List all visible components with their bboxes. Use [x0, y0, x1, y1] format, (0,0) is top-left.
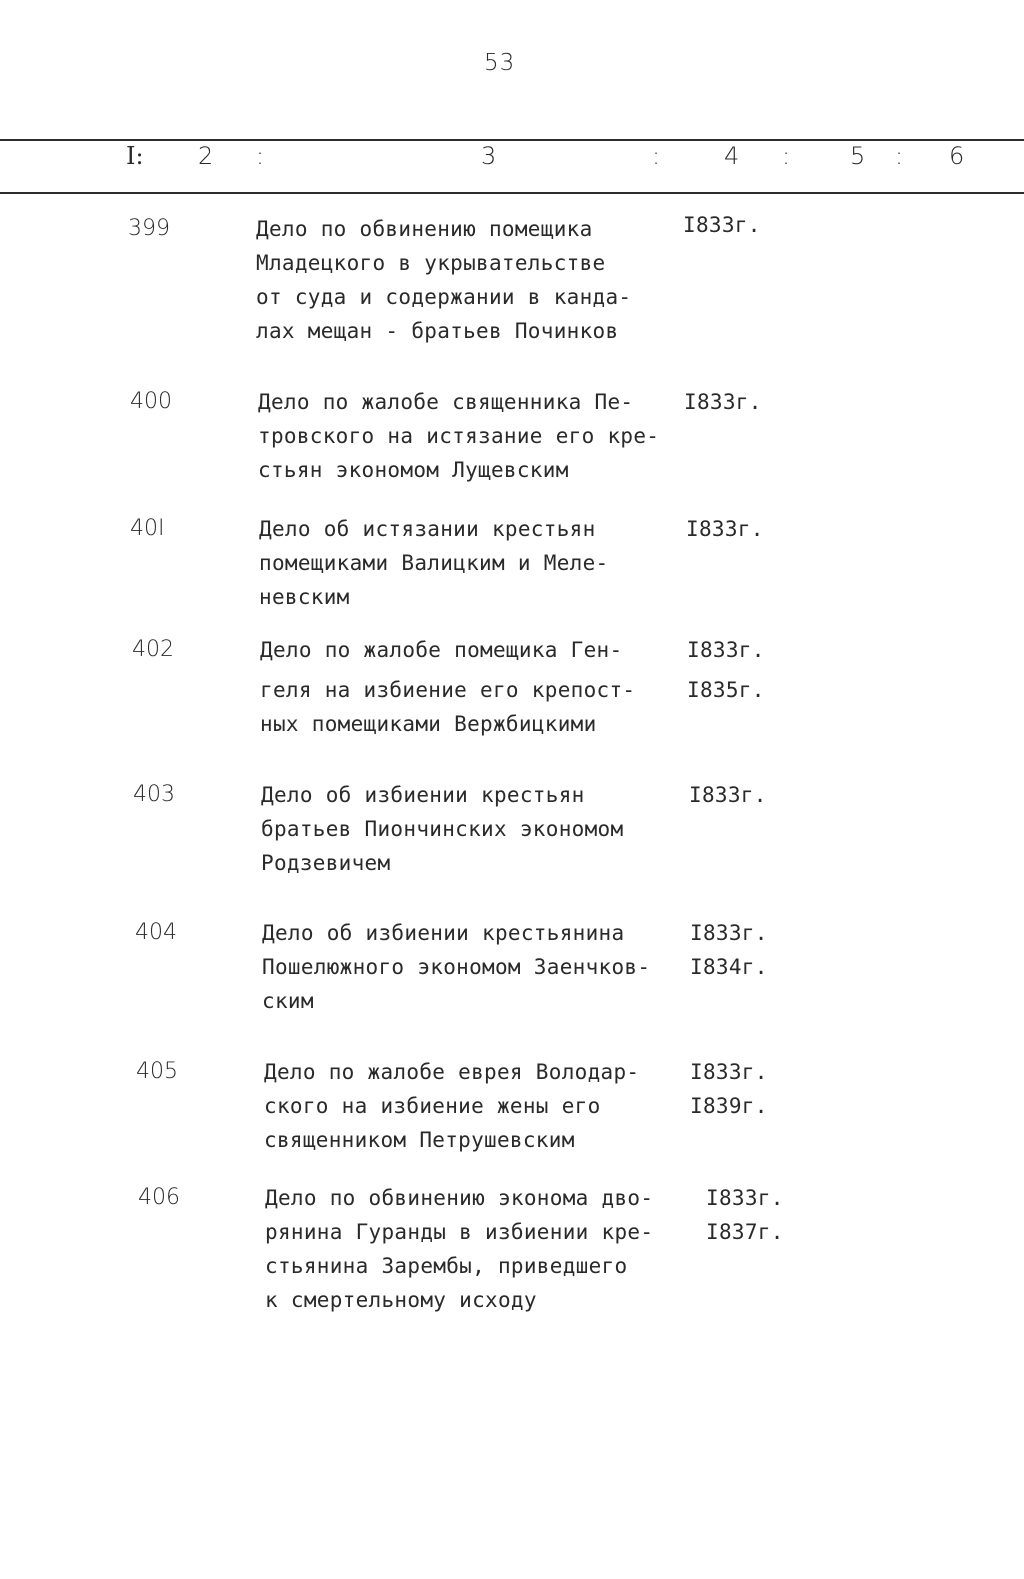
row-date: I834г.	[690, 955, 768, 979]
header-separator-3: :	[782, 142, 791, 170]
row-date: I833г.	[684, 390, 762, 414]
header-col-5: 5	[850, 142, 866, 170]
row-number: 399	[128, 216, 170, 241]
row-title-line: Дело по жалобе священника Пе-	[258, 390, 634, 414]
row-number: 40I	[130, 516, 165, 541]
row-title-line: Дело по обвинению помещика	[256, 217, 593, 241]
row-title-line: ных помещиками Вержбицкими	[260, 712, 597, 736]
row-date: I833г.	[690, 1060, 768, 1084]
row-number: 406	[138, 1185, 180, 1210]
row-number: 403	[133, 782, 175, 807]
row-title-line: Пошелюжного экономом Заенчков-	[262, 955, 651, 979]
row-number: 400	[130, 389, 172, 414]
header-col-4: 4	[724, 142, 740, 170]
row-dates	[706, 1181, 784, 1249]
row-title-line: Родзевичем	[261, 851, 391, 875]
row-title-line: Дело по обвинению эконома дво-	[265, 1186, 654, 1210]
row-title-line: Младецкого в укрывательстве	[256, 251, 606, 275]
header-bottom-rule	[0, 192, 1024, 194]
row-date: I835г.	[687, 678, 765, 702]
row-title	[258, 385, 659, 487]
row-title	[260, 633, 635, 741]
page-number: 53	[484, 50, 516, 76]
row-dates	[684, 385, 762, 419]
row-dates	[690, 916, 768, 984]
row-date: I837г.	[706, 1220, 784, 1244]
row-title-line: рянина Гуранды в избиении кре-	[265, 1220, 654, 1244]
row-title	[259, 512, 608, 614]
row-number: 405	[136, 1059, 178, 1084]
row-dates	[687, 633, 765, 707]
row-date: I839г.	[690, 1094, 768, 1118]
row-title-line: Дело об избиении крестьян	[261, 783, 585, 807]
header-col-3: 3	[481, 142, 497, 170]
row-date: I833г.	[689, 783, 767, 807]
row-title	[256, 212, 631, 348]
row-title-line: братьев Пиончинских экономом	[261, 817, 624, 841]
row-title-line: ского на избиение жены его	[264, 1094, 601, 1118]
row-title-line: ским	[262, 989, 314, 1013]
row-title-line: Дело об избиении крестьянина	[262, 921, 625, 945]
row-date: I833г.	[706, 1186, 784, 1210]
header-separator-2: :	[652, 142, 661, 170]
row-dates	[689, 778, 767, 812]
row-title-line: от суда и содержании в канда-	[256, 285, 632, 309]
row-title	[262, 916, 650, 1018]
header-col-6: 6	[949, 142, 965, 170]
header-separator-4: :	[895, 142, 904, 170]
row-date: I833г.	[686, 517, 764, 541]
header-top-rule	[0, 139, 1024, 141]
row-title	[261, 778, 623, 880]
row-title	[264, 1055, 639, 1157]
row-date: I833г.	[690, 921, 768, 945]
row-title-line: Дело об истязании крестьян	[259, 517, 596, 541]
row-title-line: лах мещан - братьев Починков	[256, 319, 619, 343]
row-date: I833г.	[683, 213, 761, 237]
row-title	[265, 1181, 653, 1317]
row-title-line: священником Петрушевским	[264, 1128, 575, 1152]
row-title-line: Дело по жалобе помещика Ген-	[260, 638, 623, 662]
row-title-line: невским	[259, 585, 350, 609]
row-title-line: стьян экономом Лущевским	[258, 458, 569, 482]
row-date: I833г.	[687, 638, 765, 662]
row-title-line: стьянина Зарембы, приведшего	[265, 1254, 628, 1278]
row-number: 404	[135, 920, 177, 945]
header-col-1: I:	[126, 142, 144, 170]
row-dates	[690, 1055, 768, 1123]
row-dates	[686, 512, 764, 546]
row-title-line: тровского на истязание его кре-	[258, 424, 660, 448]
header-col-2: 2	[198, 142, 214, 170]
row-title-line: Дело по жалобе еврея Володар-	[264, 1060, 640, 1084]
header-separator-1: :	[256, 142, 265, 170]
row-title-line: к смертельному исходу	[265, 1288, 537, 1312]
row-number: 402	[132, 637, 174, 662]
row-title-line: геля на избиение его крепост-	[260, 678, 636, 702]
row-dates	[683, 208, 761, 242]
row-title-line: помещиками Валицким и Меле-	[259, 551, 609, 575]
